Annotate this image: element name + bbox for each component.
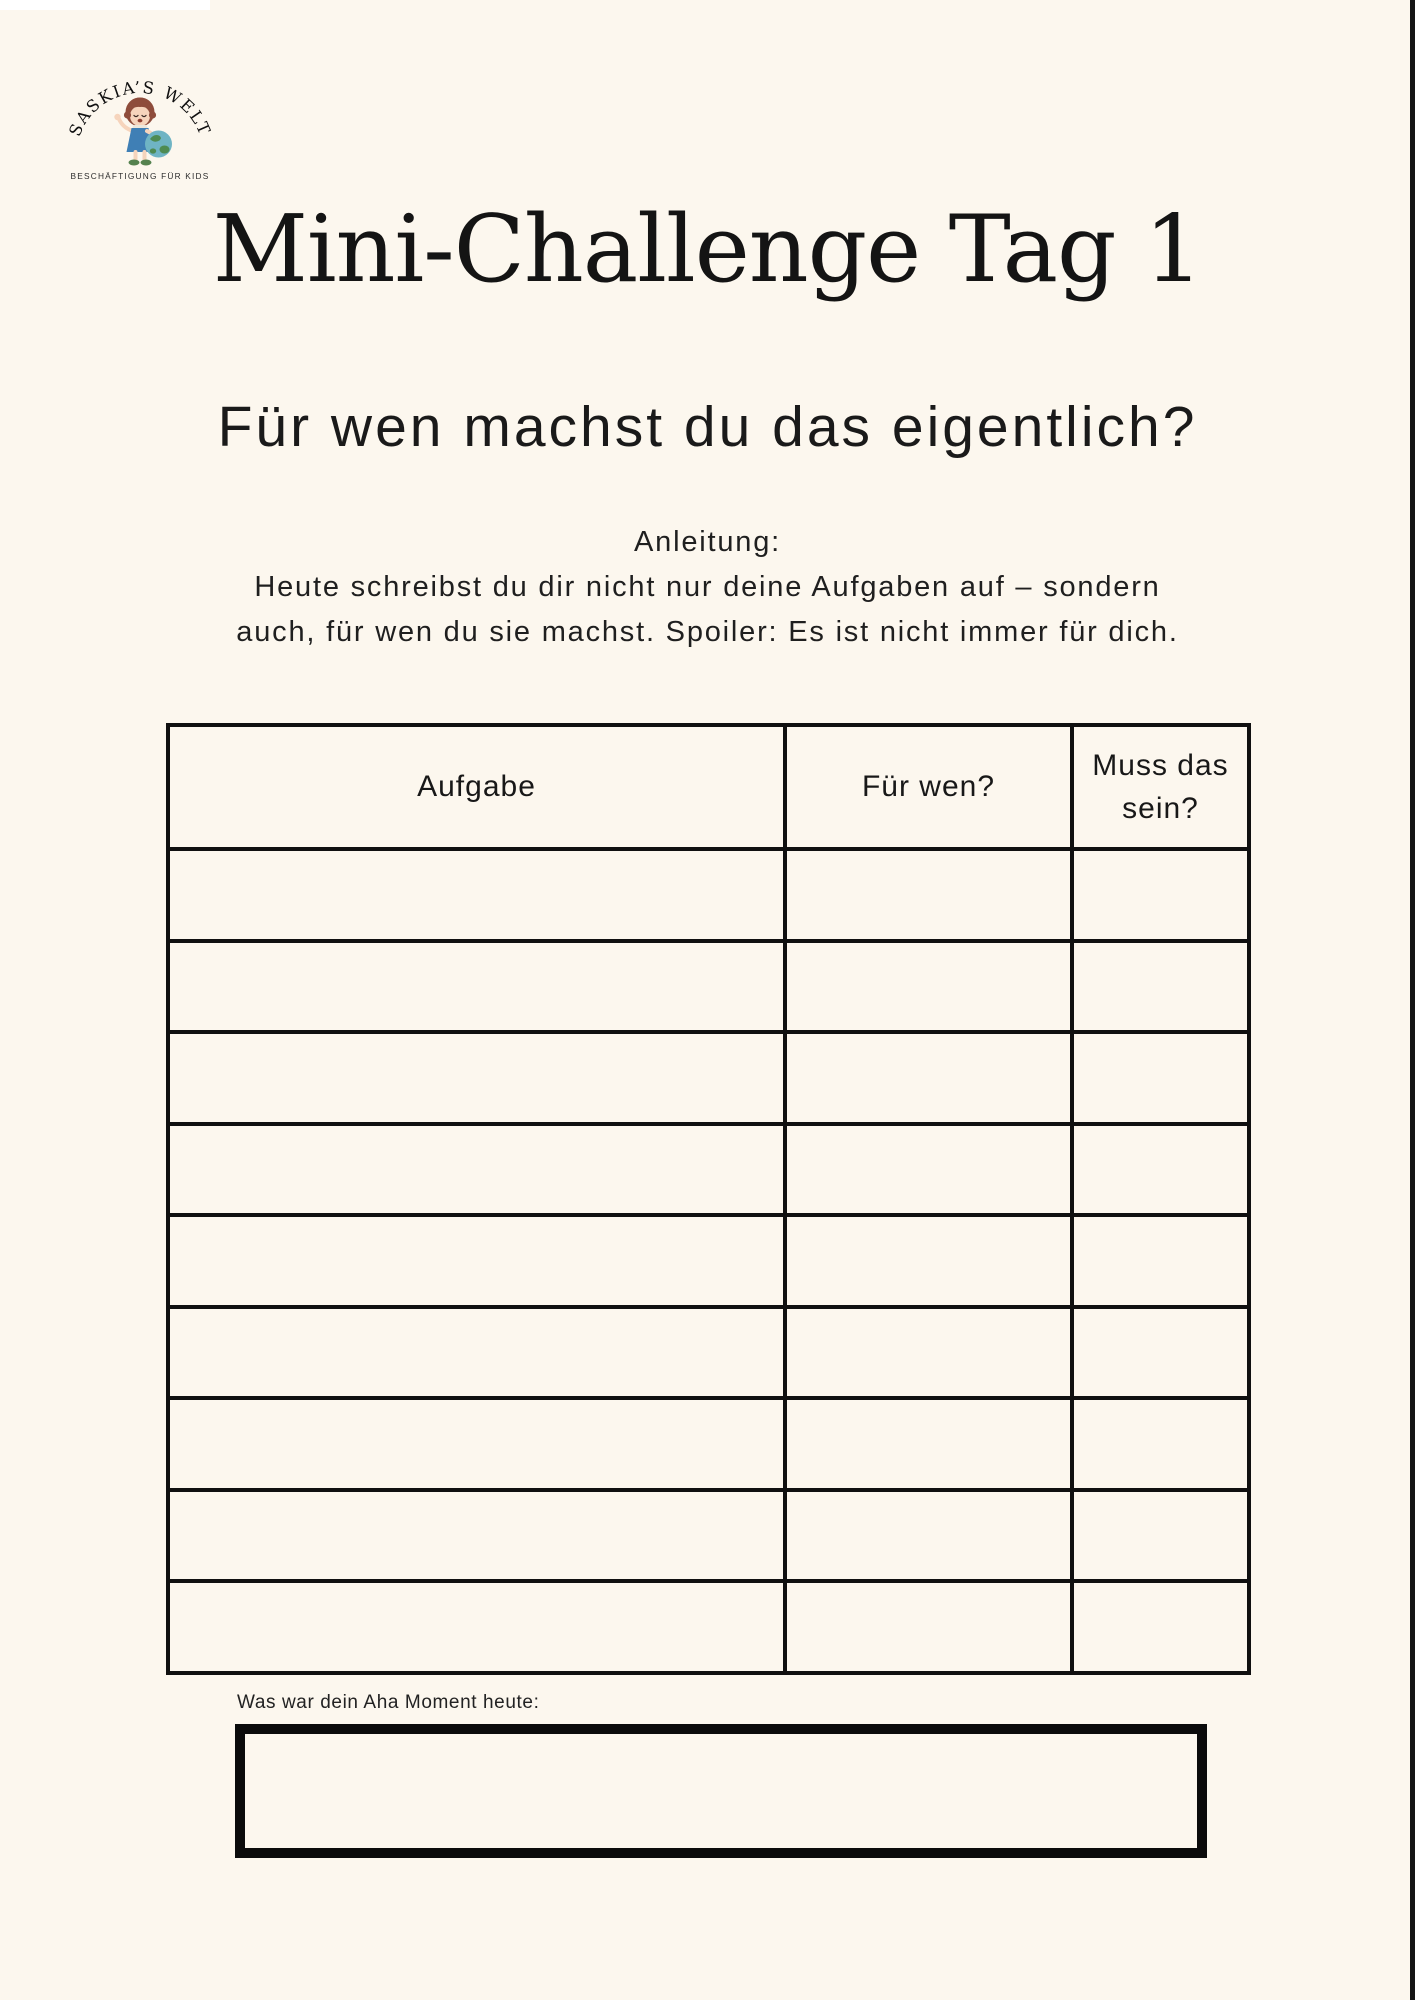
empty-cell-fuer-wen[interactable]	[785, 1581, 1072, 1673]
empty-cell-aufgabe[interactable]	[168, 1307, 785, 1399]
instructions-line: auch, für wen du sie machst. Spoiler: Es ist nicht immer für dich.	[236, 615, 1179, 648]
girl-hand	[114, 114, 120, 120]
empty-cell-fuer-wen[interactable]	[785, 1032, 1072, 1124]
table-header-row	[168, 725, 1249, 849]
girl-with-globe-icon	[114, 98, 172, 166]
page-subtitle: Für wen machst du das eigentlich?	[217, 395, 1198, 459]
logo-tagline: BESCHÄFTIGUNG FÜR KIDS	[70, 171, 210, 181]
saskias-welt-logo	[50, 48, 230, 188]
page-title: Mini-Challenge Tag 1	[212, 195, 1203, 303]
task-table	[166, 723, 1251, 1675]
table-row	[168, 1398, 1249, 1490]
empty-cell-fuer-wen[interactable]	[785, 849, 1072, 941]
instructions-block	[0, 520, 1415, 655]
empty-cell-aufgabe[interactable]	[168, 1032, 785, 1124]
empty-cell-muss-das-sein[interactable]	[1072, 1398, 1249, 1490]
girl-face	[130, 106, 150, 126]
empty-cell-muss-das-sein[interactable]	[1072, 941, 1249, 1033]
empty-cell-muss-das-sein[interactable]	[1072, 1307, 1249, 1399]
girl-mouth	[138, 119, 143, 123]
empty-cell-aufgabe[interactable]	[168, 1215, 785, 1307]
empty-cell-muss-das-sein[interactable]	[1072, 1215, 1249, 1307]
empty-cell-aufgabe[interactable]	[168, 1398, 785, 1490]
table-row	[168, 1124, 1249, 1216]
empty-cell-muss-das-sein[interactable]	[1072, 1490, 1249, 1582]
empty-cell-aufgabe[interactable]	[168, 1490, 785, 1582]
girl-shoes	[129, 160, 140, 166]
empty-cell-muss-das-sein[interactable]	[1072, 1124, 1249, 1216]
globe-icon	[145, 131, 172, 158]
table-row	[168, 1490, 1249, 1582]
girl-legs	[136, 152, 145, 160]
empty-cell-fuer-wen[interactable]	[785, 1215, 1072, 1307]
empty-cell-fuer-wen[interactable]	[785, 941, 1072, 1033]
empty-cell-muss-das-sein[interactable]	[1072, 849, 1249, 941]
empty-cell-fuer-wen[interactable]	[785, 1490, 1072, 1582]
instructions-heading: Anleitung:	[634, 526, 781, 558]
empty-cell-aufgabe[interactable]	[168, 1124, 785, 1216]
column-header-muss-das-sein: Muss das sein?	[1072, 725, 1249, 849]
table-row	[168, 1307, 1249, 1399]
aha-moment-label: Was war dein Aha Moment heute:	[237, 1692, 540, 1713]
table-row	[168, 1032, 1249, 1124]
empty-cell-aufgabe[interactable]	[168, 849, 785, 941]
table-row	[168, 1581, 1249, 1673]
page-top-strip	[0, 0, 210, 10]
table-row	[168, 849, 1249, 941]
empty-cell-fuer-wen[interactable]	[785, 1307, 1072, 1399]
empty-cell-muss-das-sein[interactable]	[1072, 1581, 1249, 1673]
logo-arc-text: SASKIA’S WELT	[65, 77, 215, 139]
empty-cell-fuer-wen[interactable]	[785, 1398, 1072, 1490]
table-row	[168, 1215, 1249, 1307]
empty-cell-aufgabe[interactable]	[168, 941, 785, 1033]
empty-cell-muss-das-sein[interactable]	[1072, 1032, 1249, 1124]
empty-cell-fuer-wen[interactable]	[785, 1124, 1072, 1216]
column-header-aufgabe: Aufgabe	[168, 725, 785, 849]
table-row	[168, 941, 1249, 1033]
instructions-line: Heute schreibst du dir nicht nur deine Aufgaben auf – sondern	[254, 570, 1161, 603]
empty-cell-aufgabe[interactable]	[168, 1581, 785, 1673]
aha-moment-input-box[interactable]	[235, 1724, 1207, 1858]
column-header-fuer-wen: Für wen?	[785, 725, 1072, 849]
